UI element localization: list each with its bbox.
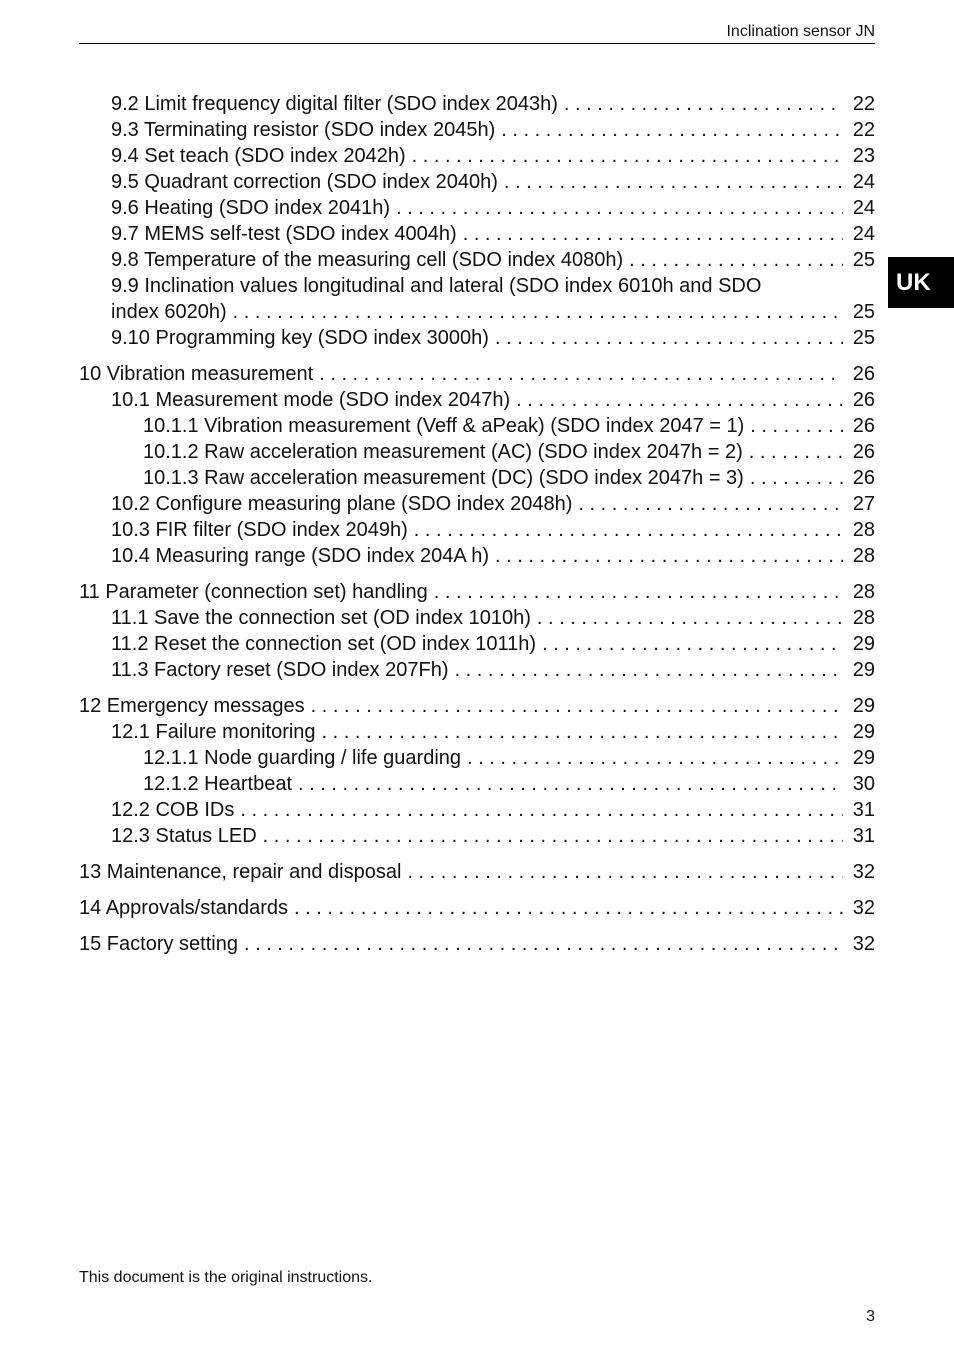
toc-entry-label: 10.1 Measurement mode (SDO index 2047h) xyxy=(111,389,511,411)
toc-page-number: 28 xyxy=(852,519,875,541)
language-tab: UK xyxy=(888,257,954,308)
toc-dot-leader xyxy=(311,693,843,719)
toc-page-number: 29 xyxy=(852,721,875,743)
toc-entry-label: 9.5 Quadrant correction (SDO index 2040h) xyxy=(111,171,498,193)
toc-dot-leader xyxy=(407,859,842,885)
toc-page-number: 28 xyxy=(852,581,875,603)
toc-entry-label: 10.4 Measuring range (SDO index 204A h) xyxy=(111,545,489,567)
toc-entry-label: 12.1.1 Node guarding / life guarding xyxy=(143,747,462,769)
toc-page-number: 32 xyxy=(852,861,875,883)
toc-page-number: 29 xyxy=(852,747,875,769)
toc-entry-9-9-continuation[interactable] xyxy=(79,299,875,325)
toc-page-number: 24 xyxy=(852,171,875,193)
toc-entry-label: 15 Factory setting xyxy=(79,933,238,955)
toc-entry-label: 10.1.1 Vibration measurement (Veff & aPeak) (SDO index 2047 = 1) xyxy=(143,415,745,437)
toc-dot-leader xyxy=(749,439,843,465)
toc-page-number: 24 xyxy=(852,223,875,245)
toc-entry-9-8[interactable] xyxy=(79,247,875,273)
toc-page-number: 25 xyxy=(852,301,875,323)
toc-entry-14[interactable] xyxy=(79,895,875,921)
toc-entry-label: 10.1.2 Raw acceleration measurement (AC) (SDO index 2047h = 2) xyxy=(143,441,743,463)
toc-entry-9-2[interactable] xyxy=(79,91,875,117)
toc-page-number: 32 xyxy=(852,897,875,919)
toc-entry-11-1[interactable] xyxy=(79,605,875,631)
toc-entry-13[interactable] xyxy=(79,859,875,885)
toc-dot-leader xyxy=(396,195,843,221)
toc-dot-leader xyxy=(240,797,842,823)
toc-dot-leader xyxy=(233,299,843,325)
toc-page-number: 30 xyxy=(852,773,875,795)
toc-dot-leader xyxy=(504,169,843,195)
toc-entry-11-2[interactable] xyxy=(79,631,875,657)
toc-entry-9-10[interactable] xyxy=(79,325,875,351)
toc-dot-leader xyxy=(414,517,843,543)
toc-entry-label: 9.9 Inclination values longitudinal and lateral (SDO index 6010h and SDO xyxy=(111,275,762,297)
toc-entry-10-1[interactable] xyxy=(79,387,875,413)
toc-page-number: 31 xyxy=(852,825,875,847)
toc-entry-12-1[interactable] xyxy=(79,719,875,745)
toc-entry-label: 12 Emergency messages xyxy=(79,695,305,717)
toc-dot-leader xyxy=(412,143,843,169)
toc-entry-10-1-3[interactable] xyxy=(79,465,875,491)
toc-dot-leader xyxy=(542,631,843,657)
toc-entry-label: 10 Vibration measurement xyxy=(79,363,314,385)
toc-entry-9-5[interactable] xyxy=(79,169,875,195)
toc-dot-leader xyxy=(294,895,843,921)
toc-entry-12-2[interactable] xyxy=(79,797,875,823)
toc-dot-leader xyxy=(463,221,843,247)
toc-entry-12[interactable] xyxy=(79,693,875,719)
toc-dot-leader xyxy=(564,91,843,117)
toc-page-number: 26 xyxy=(852,467,875,489)
toc-page-number: 27 xyxy=(852,493,875,515)
toc-entry-label: 11.1 Save the connection set (OD index 1010h) xyxy=(111,607,531,629)
header-divider xyxy=(79,43,875,44)
toc-entry-label: 9.3 Terminating resistor (SDO index 2045h) xyxy=(111,119,496,141)
toc-entry-label: 10.2 Configure measuring plane (SDO index 2048h) xyxy=(111,493,573,515)
toc-entry-label: index 6020h) xyxy=(111,301,227,323)
toc-entry-15[interactable] xyxy=(79,931,875,957)
toc-entry-10-1-1[interactable] xyxy=(79,413,875,439)
toc-entry-9-3[interactable] xyxy=(79,117,875,143)
toc-dot-leader xyxy=(501,117,842,143)
toc-page-number: 25 xyxy=(852,249,875,271)
toc-dot-leader xyxy=(263,823,843,849)
toc-page-number: 26 xyxy=(852,363,875,385)
toc-page-number: 31 xyxy=(852,799,875,821)
toc-entry-10-4[interactable] xyxy=(79,543,875,569)
toc-page-number: 22 xyxy=(852,119,875,141)
toc-page-number: 26 xyxy=(852,415,875,437)
toc-dot-leader xyxy=(455,657,843,683)
toc-dot-leader xyxy=(298,771,843,797)
page-number: 3 xyxy=(866,1308,875,1325)
toc-page-number: 29 xyxy=(852,659,875,681)
toc-page-number: 24 xyxy=(852,197,875,219)
toc-entry-12-3[interactable] xyxy=(79,823,875,849)
toc-entry-9-4[interactable] xyxy=(79,143,875,169)
toc-entry-11[interactable] xyxy=(79,579,875,605)
toc-entry-label: 11.3 Factory reset (SDO index 207Fh) xyxy=(111,659,449,681)
toc-entry-label: 12.1 Failure monitoring xyxy=(111,721,316,743)
toc-entry-label: 13 Maintenance, repair and disposal xyxy=(79,861,402,883)
toc-page-number: 29 xyxy=(852,633,875,655)
toc-dot-leader xyxy=(750,413,842,439)
toc-entry-label: 9.6 Heating (SDO index 2041h) xyxy=(111,197,391,219)
toc-entry-label: 9.10 Programming key (SDO index 3000h) xyxy=(111,327,489,349)
toc-page-number: 29 xyxy=(852,695,875,717)
toc-dot-leader xyxy=(629,247,843,273)
toc-entry-label: 9.8 Temperature of the measuring cell (SDO index 4080h) xyxy=(111,249,624,271)
toc-dot-leader xyxy=(244,931,843,957)
toc-entry-label: 11.2 Reset the connection set (OD index 1011h) xyxy=(111,633,537,655)
toc-dot-leader xyxy=(495,543,843,569)
toc-entry-label: 12.1.2 Heartbeat xyxy=(143,773,292,795)
toc-dot-leader xyxy=(319,361,843,387)
toc-entry-label: 10.1.3 Raw acceleration measurement (DC) (SDO index 2047h = 3) xyxy=(143,467,744,489)
toc-entry-9-9[interactable] xyxy=(79,273,875,299)
toc-entry-label: 12.2 COB IDs xyxy=(111,799,235,821)
toc-entry-label: 10.3 FIR filter (SDO index 2049h) xyxy=(111,519,408,541)
toc-page-number: 25 xyxy=(852,327,875,349)
toc-dot-leader xyxy=(495,325,843,351)
toc-entry-12-1-2[interactable] xyxy=(79,771,875,797)
toc-page-number: 28 xyxy=(852,607,875,629)
toc-dot-leader xyxy=(322,719,843,745)
toc-dot-leader xyxy=(516,387,843,413)
toc-page-number: 22 xyxy=(852,93,875,115)
toc-entry-label: 14 Approvals/standards xyxy=(79,897,289,919)
toc-entry-10-1-2[interactable] xyxy=(79,439,875,465)
toc-dot-leader xyxy=(434,579,843,605)
toc-dot-leader xyxy=(537,605,843,631)
toc-entry-10-3[interactable] xyxy=(79,517,875,543)
toc-entry-label: 9.7 MEMS self-test (SDO index 4004h) xyxy=(111,223,457,245)
toc-page-number: 23 xyxy=(852,145,875,167)
toc-page-number: 26 xyxy=(852,389,875,411)
toc-entry-12-1-1[interactable] xyxy=(79,745,875,771)
toc-entry-label: 12.3 Status LED xyxy=(111,825,257,847)
table-of-contents xyxy=(79,91,875,957)
toc-dot-leader xyxy=(750,465,843,491)
toc-page-number: 32 xyxy=(852,933,875,955)
running-header-title: Inclination sensor JN xyxy=(726,23,875,40)
toc-entry-label: 11 Parameter (connection set) handling xyxy=(79,581,428,603)
toc-page-number: 26 xyxy=(852,441,875,463)
toc-page-number: 28 xyxy=(852,545,875,567)
toc-dot-leader xyxy=(578,491,842,517)
toc-entry-10-2[interactable] xyxy=(79,491,875,517)
toc-entry-9-7[interactable] xyxy=(79,221,875,247)
toc-entry-10[interactable] xyxy=(79,361,875,387)
toc-entry-9-6[interactable] xyxy=(79,195,875,221)
footer-note: This document is the original instructions. xyxy=(79,1269,373,1286)
toc-entry-label: 9.4 Set teach (SDO index 2042h) xyxy=(111,145,406,167)
toc-entry-11-3[interactable] xyxy=(79,657,875,683)
toc-entry-label: 9.2 Limit frequency digital filter (SDO index 2043h) xyxy=(111,93,558,115)
toc-dot-leader xyxy=(467,745,843,771)
